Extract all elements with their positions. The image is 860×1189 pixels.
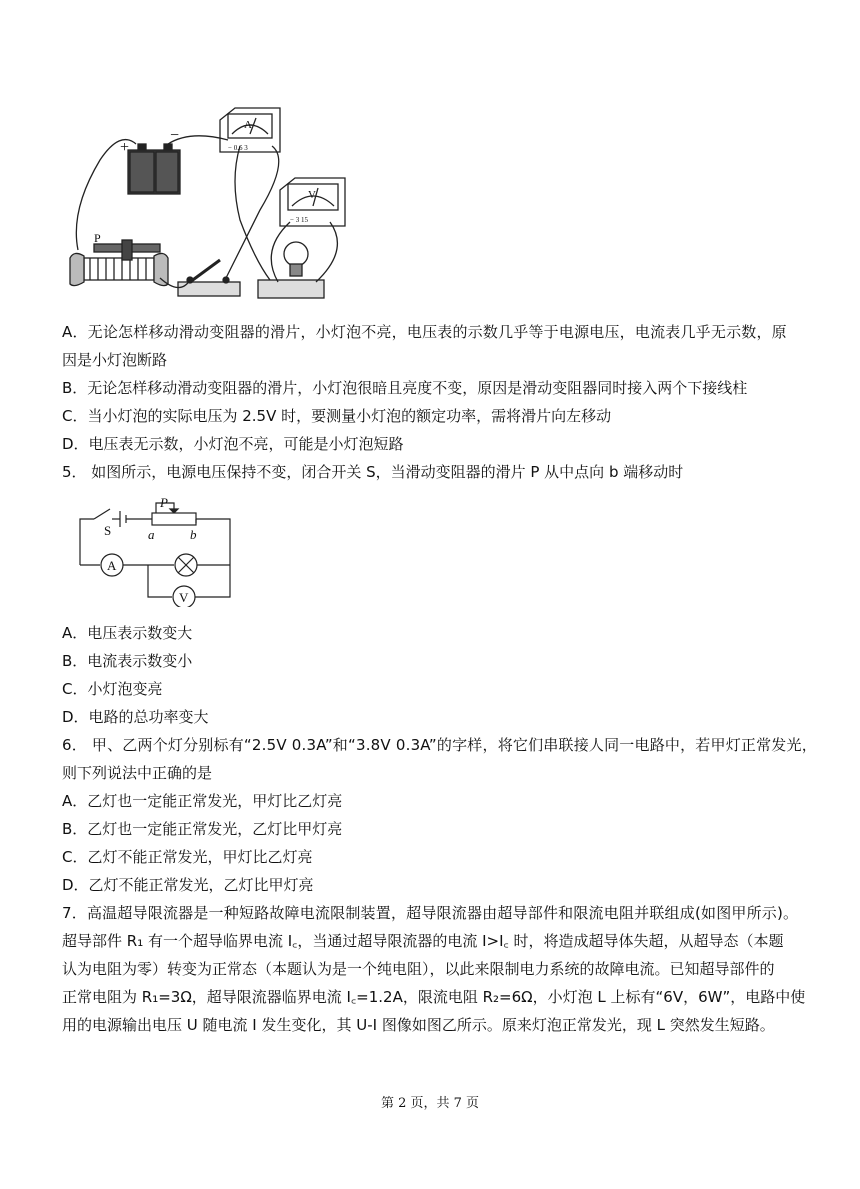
q5-option-d: D．电路的总功率变大 [62,708,209,726]
q7-line-2: 超导部件 R₁ 有一个超导临界电流 I꜀，当通过超导限流器的电流 I>I꜀ 时，将造成超导体失超，从超导态（本题 [62,932,784,950]
battery-minus-label: − [170,127,180,144]
q6-stem-line2: 则下列说法中正确的是 [62,764,213,782]
q4-circuit-figure [60,100,360,310]
rheostat [84,258,154,280]
bulb [284,242,308,266]
battery-plus-label: + [120,139,130,156]
switch-blade [94,509,110,519]
ammeter-label: A [244,119,252,131]
q6-option-c: C．乙灯不能正常发光，甲灯比乙灯亮 [62,848,313,866]
q6-stem-line1: 6． 甲、乙两个灯分别标有“2.5V 0.3A”和“3.8V 0.3A”的字样，将它们串联接人同一电路中，若甲灯正常发光， [62,736,817,754]
label-S: S [104,523,112,538]
q5-circuit-figure [70,495,240,607]
q6-option-a: A．乙灯也一定能正常发光，甲灯比乙灯亮 [62,792,343,810]
q5-option-c: C．小灯泡变亮 [62,680,163,698]
q6-option-d: D．乙灯不能正常发光，乙灯比甲灯亮 [62,876,314,894]
label-A: A [107,558,117,573]
q4-option-d: D．电压表无示数，小灯泡不亮，可能是小灯泡短路 [62,435,404,453]
slider-label: P [94,231,101,245]
label-a: a [148,527,155,542]
q4-option-b: B．无论怎样移动滑动变阻器的滑片，小灯泡很暗且亮度不变，原因是滑动变阻器同时接入两个下接线柱 [62,379,748,397]
bulb-base [258,280,324,298]
q7-line-3: 认为电阻为零）转变为正常态（本题认为是一个纯电阻），以此来限制电力系统的故障电流。已知超导部件的 [62,960,775,978]
voltmeter-label: V [308,189,316,201]
page-footer: 第 2 页，共 7 页 [380,1096,480,1111]
rheostat-resistor [152,513,196,525]
label-P: P [160,495,168,510]
label-V: V [179,590,189,605]
q4-option-a-line2: 因是小灯泡断路 [62,351,168,369]
voltmeter-scale: − 3 15 [290,216,308,224]
q4-option-c: C．当小灯泡的实际电压为 2.5V 时，要测量小灯泡的额定功率，需将滑片向左移动 [62,407,612,425]
q7-line-4: 正常电阻为 R₁=3Ω，超导限流器临界电流 I꜀=1.2A，限流电阻 R₂=6Ω，小灯泡 L 上标有“6V，6W”，电路中使 [62,988,806,1006]
q7-line-5: 用的电源输出电压 U 随电流 I 发生变化，其 U-I 图像如图乙所示。原来灯泡正常发光，现 L 突然发生短路。 [62,1016,775,1034]
q4-option-a-line1: A．无论怎样移动滑动变阻器的滑片，小灯泡不亮，电压表的示数几乎等于电源电压，电流表几乎无示数，原 [62,323,787,341]
ammeter-scale: − 0.6 3 [228,144,248,152]
q6-option-b: B．乙灯也一定能正常发光，乙灯比甲灯亮 [62,820,343,838]
q5-stem: 5． 如图所示，电源电压保持不变，闭合开关 S，当滑动变阻器的滑片 P 从中点向 b 端移动时 [62,463,684,481]
q5-option-a: A．电压表示数变大 [62,624,193,642]
q7-line-1: 7．高温超导限流器是一种短路故障电流限制装置，超导限流器由超导部件和限流电阻并联组成(如图甲所示)。 [62,904,799,922]
label-b: b [190,527,197,542]
q5-option-b: B．电流表示数变小 [62,652,193,670]
